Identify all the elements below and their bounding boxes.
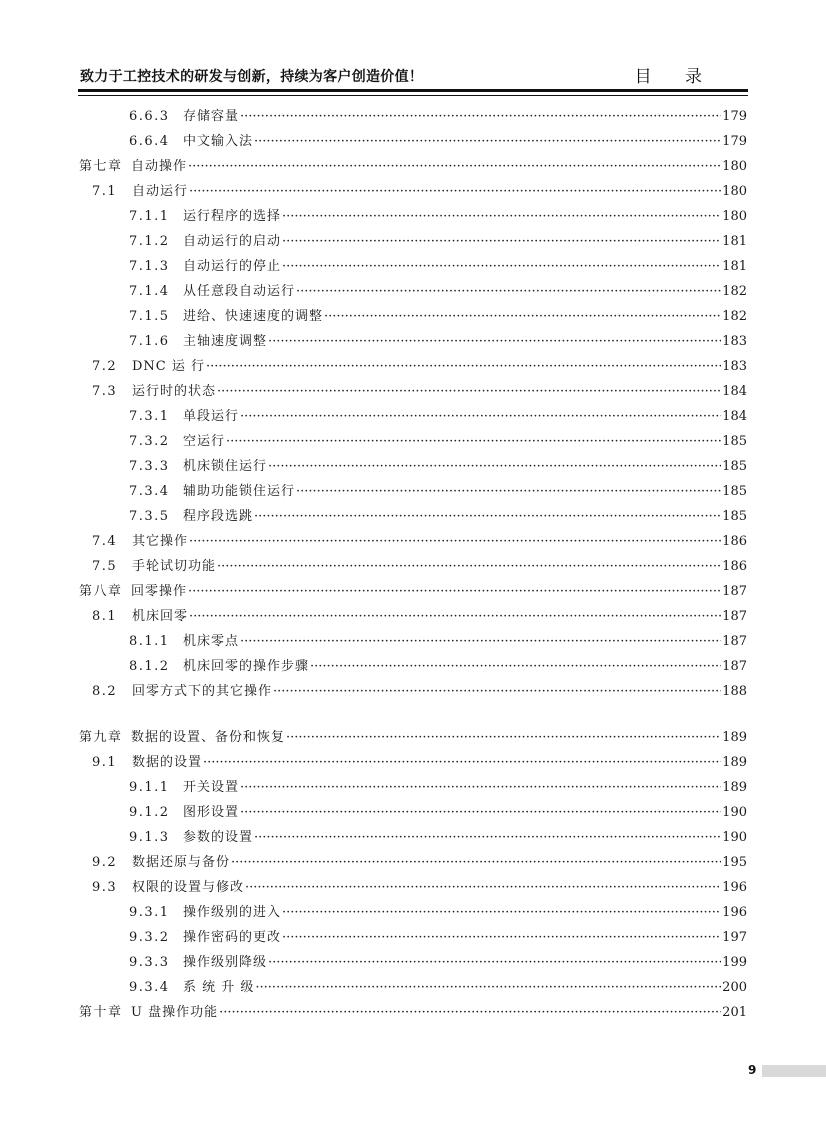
toc-entry-title: 操作级别的进入: [183, 905, 282, 920]
toc-entry-title: 自动运行: [132, 184, 189, 199]
toc-entry-title: 单段运行: [183, 409, 240, 424]
toc-entry-page: 196: [722, 905, 747, 920]
toc-dot-leader: [240, 107, 721, 127]
toc-entry-title: 程序段选跳: [183, 509, 254, 524]
toc-entry-page: 180: [722, 184, 747, 199]
toc-dot-leader: [268, 457, 721, 477]
toc-dot-leader: [240, 407, 721, 427]
toc-dot-leader: [282, 232, 721, 252]
toc-dot-leader: [226, 432, 721, 452]
toc-dot-leader: [254, 828, 721, 848]
toc-dot-leader: [282, 207, 721, 227]
toc-entry-number: 6.6.4: [129, 134, 170, 149]
toc-entry-title: 参数的设置: [183, 830, 254, 845]
toc-entry[interactable]: [129, 257, 747, 277]
toc-entry-title: 数据的设置: [132, 755, 203, 770]
toc-entry-page: 197: [722, 930, 747, 945]
toc-entry-title: 运行程序的选择: [183, 209, 282, 224]
section-title: 目 录: [634, 67, 716, 87]
toc-dot-leader: [245, 878, 721, 898]
toc-dot-leader: [240, 778, 721, 798]
toc-entry-page: 183: [722, 334, 747, 349]
toc-entry[interactable]: [92, 607, 747, 627]
toc-entry-number: 7.3.4: [129, 484, 170, 499]
toc-entry-number: 第九章: [79, 730, 123, 745]
toc-entry-page: 189: [722, 780, 747, 795]
toc-entry-page: 180: [722, 159, 747, 174]
toc-entry-title: 其它操作: [132, 534, 189, 549]
toc-entry-page: 185: [722, 459, 747, 474]
toc-dot-leader: [203, 753, 721, 773]
toc-dot-leader: [282, 257, 721, 277]
page-number-tab: [762, 1065, 826, 1077]
toc-dot-leader: [282, 928, 721, 948]
toc-dot-leader: [231, 853, 721, 873]
toc-entry[interactable]: [129, 457, 747, 477]
toc-dot-leader: [255, 978, 721, 998]
toc-entry-title: 数据的设置、备份和恢复: [131, 730, 286, 745]
toc-entry-number: 9.1.3: [129, 830, 170, 845]
toc-entry-page: 186: [722, 534, 747, 549]
toc-entry-number: 7.3.3: [129, 459, 170, 474]
toc-entry-number: 7.1.3: [129, 259, 170, 274]
toc-entry-number: 7.5: [92, 559, 118, 574]
toc-entry-title: 机床零点: [183, 634, 240, 649]
toc-entry[interactable]: [129, 507, 747, 527]
toc-entry[interactable]: [92, 682, 747, 702]
toc-entry-title: 自动运行的启动: [183, 234, 282, 249]
toc-entry-page: 187: [722, 634, 747, 649]
toc-entry-number: 9.1.2: [129, 805, 170, 820]
toc-entry-number: 7.3.1: [129, 409, 170, 424]
toc-dot-leader: [268, 332, 721, 352]
toc-entry-page: 180: [722, 209, 747, 224]
toc-entry[interactable]: [129, 803, 747, 823]
toc-entry[interactable]: [129, 332, 747, 352]
toc-dot-leader: [240, 803, 721, 823]
toc-dot-leader: [217, 557, 721, 577]
toc-entry-page: 179: [722, 134, 747, 149]
toc-entry[interactable]: [92, 753, 747, 773]
toc-entry[interactable]: [129, 828, 747, 848]
toc-entry-title: 辅助功能锁住运行: [183, 484, 296, 499]
toc-entry-page: 181: [722, 259, 747, 274]
toc-entry-title: 开关设置: [183, 780, 240, 795]
toc-entry-page: 185: [722, 509, 747, 524]
toc-entry-title: 回零方式下的其它操作: [132, 684, 273, 699]
toc-entry-number: 7.3.2: [129, 434, 170, 449]
toc-entry-title: 机床回零的操作步骤: [183, 659, 310, 674]
toc-entry[interactable]: [129, 903, 747, 923]
toc-entry-page: 184: [722, 384, 747, 399]
toc-entry[interactable]: [129, 978, 747, 998]
toc-dot-leader: [282, 903, 721, 923]
toc-entry-page: 183: [722, 359, 747, 374]
toc-entry-page: 182: [722, 284, 747, 299]
toc-entry[interactable]: [129, 778, 747, 798]
toc-entry-page: 185: [722, 484, 747, 499]
toc-entry-page: 184: [722, 409, 747, 424]
toc-entry-number: 7.4: [92, 534, 118, 549]
toc-entry-number: 7.1: [92, 184, 118, 199]
toc-dot-leader: [189, 182, 721, 202]
toc-entry-title: 运行时的状态: [132, 384, 217, 399]
toc-entry-page: 179: [722, 109, 747, 124]
toc-entry-number: 7.3.5: [129, 509, 170, 524]
toc-dot-leader: [254, 507, 721, 527]
toc-entry[interactable]: [92, 853, 747, 873]
toc-dot-leader: [254, 132, 721, 152]
toc-entry[interactable]: [92, 878, 747, 898]
toc-dot-leader: [219, 1003, 721, 1023]
toc-entry-number: 第八章: [79, 584, 123, 599]
toc-entry-title: 回零操作: [131, 584, 188, 599]
toc-entry-page: 189: [722, 755, 747, 770]
toc-entry-title: 主轴速度调整: [183, 334, 268, 349]
toc-entry-title: 机床回零: [132, 609, 189, 624]
toc-dot-leader: [310, 657, 721, 677]
header-slogan: 致力于工控技术的研发与创新，持续为客户创造价值！: [80, 69, 424, 85]
toc-entry-number: 8.1: [92, 609, 118, 624]
toc-entry-number: 9.2: [92, 855, 118, 870]
toc-entry-number: 9.3.2: [129, 930, 170, 945]
toc-entry-number: 9.3.4: [129, 980, 170, 995]
toc-entry-number: 6.6.3: [129, 109, 170, 124]
toc-dot-leader: [268, 953, 721, 973]
toc-entry[interactable]: [129, 632, 747, 652]
toc-entry-page: 201: [722, 1005, 747, 1020]
toc-entry-title: 权限的设置与修改: [132, 880, 245, 895]
toc-entry-title: U 盘操作功能: [131, 1005, 219, 1020]
toc-entry-number: 9.3.3: [129, 955, 170, 970]
toc-entry-number: 第十章: [79, 1005, 123, 1020]
toc-entry-number: 9.3.1: [129, 905, 170, 920]
toc-entry-title: 数据还原与备份: [132, 855, 231, 870]
toc-entry[interactable]: [92, 557, 747, 577]
toc-entry-number: 7.1.6: [129, 334, 170, 349]
toc-entry-number: 7.1.1: [129, 209, 170, 224]
toc-entry[interactable]: [129, 107, 747, 127]
toc-dot-leader: [206, 357, 721, 377]
toc-entry[interactable]: [129, 953, 747, 973]
toc-entry-title: 系 统 升 级: [183, 980, 255, 995]
toc-entry[interactable]: [129, 928, 747, 948]
toc-dot-leader: [286, 728, 721, 748]
toc-entry-title: 操作级别降级: [183, 955, 268, 970]
toc-entry-title: DNC 运 行: [132, 359, 206, 374]
toc-entry[interactable]: [129, 657, 747, 677]
toc-entry-page: 185: [722, 434, 747, 449]
toc-entry[interactable]: [129, 307, 747, 327]
toc-entry-title: 从任意段自动运行: [183, 284, 296, 299]
toc-entry-title: 空运行: [183, 434, 226, 449]
toc-entry-title: 存储容量: [183, 109, 240, 124]
toc-entry[interactable]: [92, 357, 747, 377]
toc-entry-number: 8.2: [92, 684, 118, 699]
toc-entry-title: 中文输入法: [183, 134, 254, 149]
toc-dot-leader: [324, 307, 721, 327]
toc-entry[interactable]: [129, 232, 747, 252]
toc-entry-title: 自动运行的停止: [183, 259, 282, 274]
toc-entry-number: 9.3: [92, 880, 118, 895]
toc-dot-leader: [296, 282, 721, 302]
toc-dot-leader: [273, 682, 721, 702]
toc-entry[interactable]: [92, 182, 747, 202]
toc-entry[interactable]: [129, 482, 747, 502]
toc-entry-number: 8.1.1: [129, 634, 170, 649]
toc-dot-leader: [217, 382, 721, 402]
toc-entry[interactable]: [79, 157, 747, 177]
toc-entry-title: 手轮试切功能: [132, 559, 217, 574]
toc-entry-page: 186: [722, 559, 747, 574]
toc-entry-title: 机床锁住运行: [183, 459, 268, 474]
toc-entry-title: 自动操作: [131, 159, 188, 174]
toc-entry-page: 195: [722, 855, 747, 870]
toc-entry-number: 7.2: [92, 359, 118, 374]
toc-entry-number: 7.3: [92, 384, 118, 399]
toc-dot-leader: [189, 607, 721, 627]
toc-entry-number: 7.1.2: [129, 234, 170, 249]
toc-entry-page: 187: [722, 584, 747, 599]
toc-entry-number: 9.1: [92, 755, 118, 770]
toc-entry[interactable]: [92, 532, 747, 552]
toc-entry-number: 8.1.2: [129, 659, 170, 674]
toc-entry[interactable]: [129, 132, 747, 152]
toc-entry-page: 196: [722, 880, 747, 895]
toc-entry-page: 187: [722, 609, 747, 624]
toc-entry-number: 7.1.5: [129, 309, 170, 324]
toc-entry-title: 操作密码的更改: [183, 930, 282, 945]
toc-entry-number: 9.1.1: [129, 780, 170, 795]
toc-entry[interactable]: [129, 432, 747, 452]
toc-entry-title: 图形设置: [183, 805, 240, 820]
toc-entry-page: 181: [722, 234, 747, 249]
toc-dot-leader: [188, 582, 721, 602]
toc-entry-page: 189: [722, 730, 747, 745]
toc-entry[interactable]: [129, 207, 747, 227]
toc-entry-number: 7.1.4: [129, 284, 170, 299]
toc-entry[interactable]: [129, 407, 747, 427]
page-number: 9: [748, 1063, 757, 1077]
toc-entry-page: 182: [722, 309, 747, 324]
toc-dot-leader: [189, 532, 721, 552]
toc-entry-page: 199: [722, 955, 747, 970]
toc-entry-number: 第七章: [79, 159, 123, 174]
toc-dot-leader: [240, 632, 721, 652]
toc-entry-page: 188: [722, 684, 747, 699]
toc-entry-page: 190: [722, 830, 747, 845]
toc-entry[interactable]: [92, 382, 747, 402]
toc-entry-page: 187: [722, 659, 747, 674]
toc-entry[interactable]: [79, 582, 747, 602]
toc-entry-page: 200: [722, 980, 747, 995]
toc-dot-leader: [188, 157, 721, 177]
toc-entry-title: 进给、快速速度的调整: [183, 309, 324, 324]
toc-entry-page: 190: [722, 805, 747, 820]
toc-entry[interactable]: [79, 1003, 747, 1023]
toc-dot-leader: [296, 482, 721, 502]
toc-entry[interactable]: [79, 728, 747, 748]
toc-entry[interactable]: [129, 282, 747, 302]
